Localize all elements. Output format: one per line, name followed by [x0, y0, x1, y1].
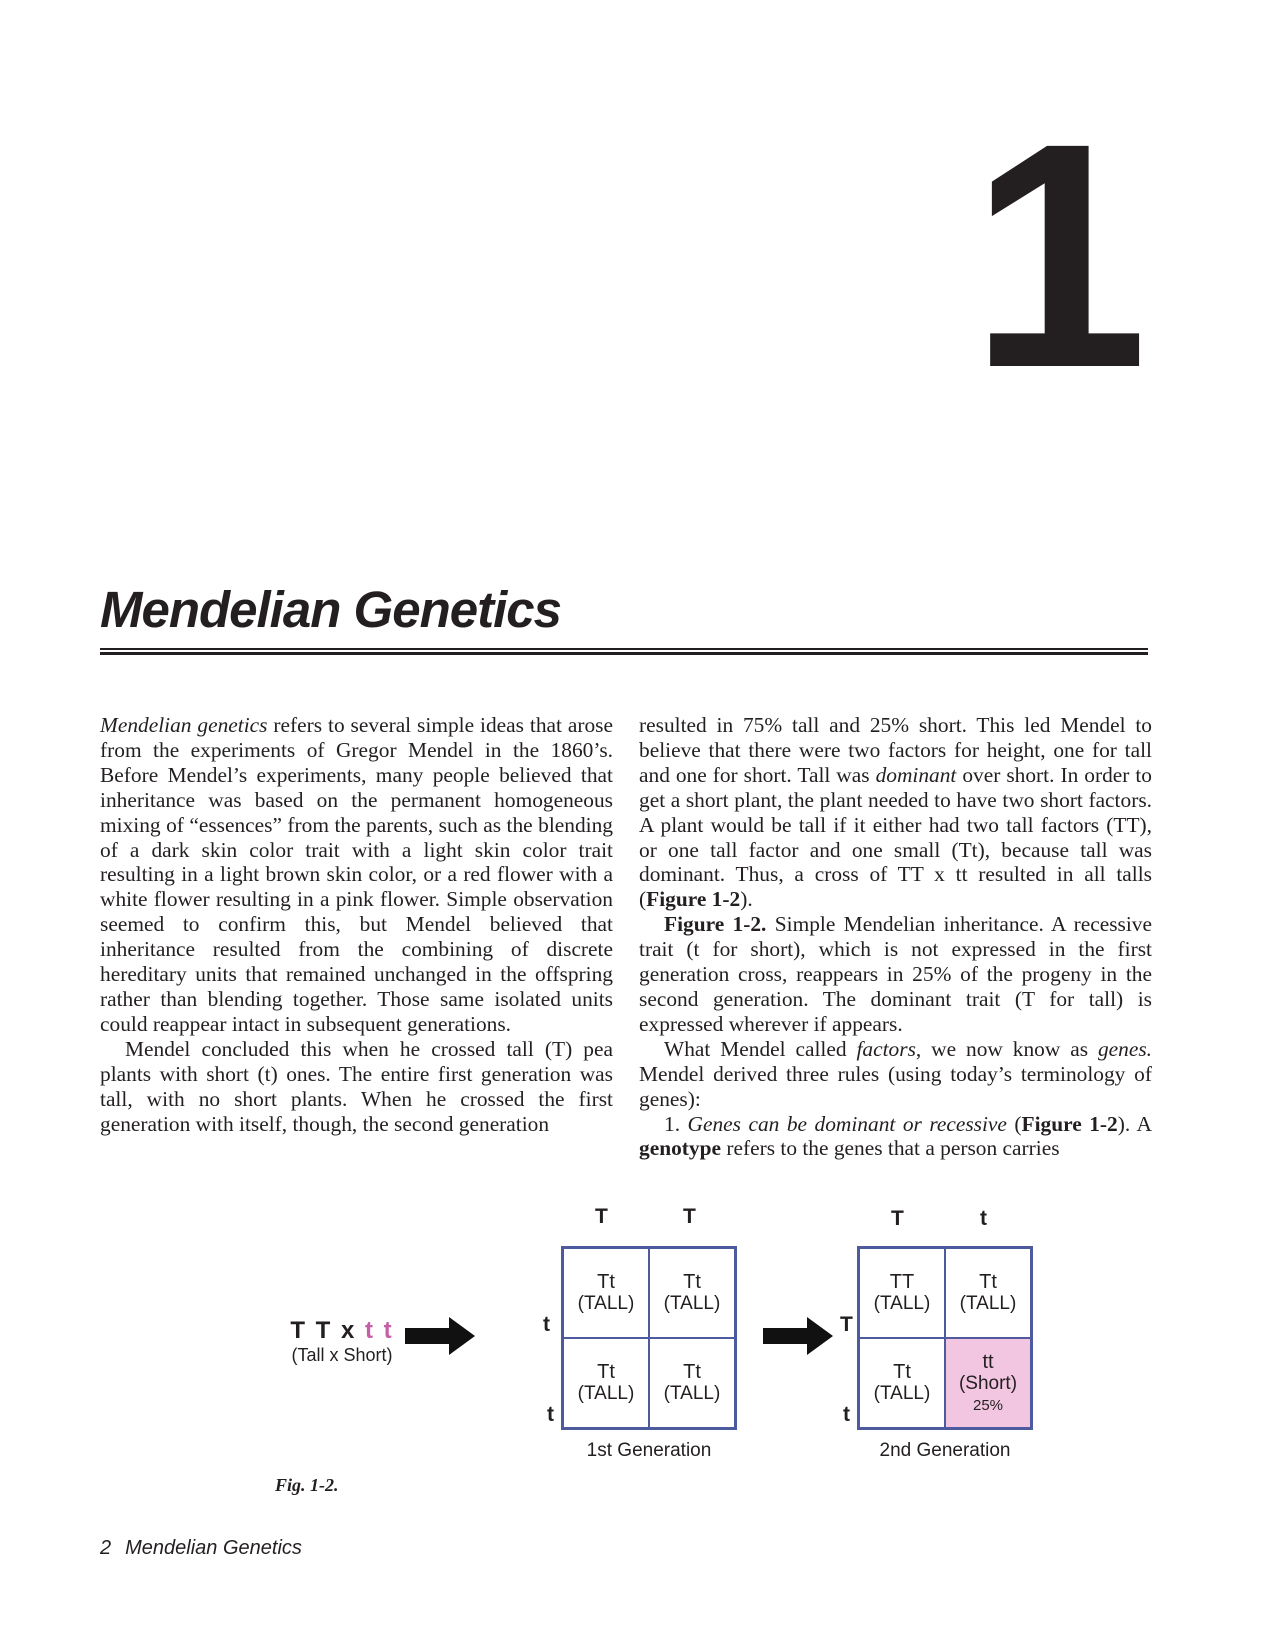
title-rule — [100, 648, 1148, 655]
paragraph-text: refers to the genes that a person carries — [721, 1136, 1060, 1161]
punnett-cell-short — [945, 1338, 1031, 1428]
paragraph — [639, 1112, 1152, 1162]
recessive-genotype: t t — [365, 1317, 394, 1344]
punnett-figure — [270, 1205, 1030, 1495]
term-italic: dominant — [875, 762, 957, 787]
punnett-cell — [649, 1338, 735, 1428]
term-italic: genes. — [1097, 1036, 1152, 1061]
cell-phenotype: (TALL) — [577, 1293, 635, 1314]
paragraph — [639, 713, 1152, 912]
row-allele: T — [840, 1313, 853, 1336]
figure-reference: Figure 1-2 — [1021, 1111, 1118, 1136]
paragraph-text: , we now know as — [915, 1036, 1098, 1061]
col-allele: T — [595, 1205, 608, 1228]
row-allele: t — [843, 1403, 850, 1426]
cross-symbol: x — [332, 1317, 366, 1344]
arrow-right-icon — [763, 1317, 833, 1355]
arrow-right-icon — [405, 1317, 475, 1355]
punnett-cell — [945, 1248, 1031, 1338]
punnett-cell — [563, 1248, 649, 1338]
page-footer — [100, 1537, 302, 1560]
cell-genotype: Tt — [597, 1271, 615, 1293]
chapter-number: 1 — [970, 76, 1138, 434]
paragraph-text: What Mendel called — [664, 1036, 857, 1061]
cell-genotype: Tt — [683, 1271, 701, 1293]
term-italic: Genes can be dominant or recessive — [687, 1111, 1007, 1136]
left-column — [100, 713, 613, 1136]
paragraph — [100, 713, 613, 1037]
col-allele: t — [980, 1207, 987, 1230]
punnett-cell — [859, 1248, 945, 1338]
col-allele: T — [683, 1205, 696, 1228]
paragraph-text: Mendel derived three rules (using today’s terminology of genes): — [639, 1061, 1152, 1111]
term-italic: factors — [856, 1036, 916, 1061]
paragraph: Mendel concluded this when he crossed tall (T) pea plants with short (t) ones. The entire first generation was tall, with no short plants. When he crossed the first generation with itself, though, the second generation — [100, 1036, 613, 1136]
cell-phenotype: (Short) — [958, 1373, 1018, 1394]
cross-subtitle: (Tall x Short) — [291, 1345, 393, 1365]
figure-caption: Fig. 1-2. — [275, 1475, 339, 1495]
cell-genotype: Tt — [893, 1361, 911, 1383]
paragraph-text: refers to several simple ideas that arose from the experiments of Gregor Mendel in the 1860’s. Before Mendel’s experiments, many people believed that inheritance was based on the permanent homogeneous mixing of “essences” from the parents, such as the blending of a dark skin color trait with a light skin color trait resulting in a light brown skin color, or a red flower with a white flower resulting in a pink flower. Simple observation seemed to confirm this, but Mendel believed that inheritance resulted from the combining of discrete hereditary units that remained unchanged in the offspring rather than blending together. Those same isolated units could reappear intact in subsequent generations. — [100, 713, 613, 1036]
rule-number: 1. — [664, 1111, 688, 1136]
cell-percent: 25% — [972, 1397, 1004, 1414]
paragraph — [639, 1037, 1152, 1112]
running-title: Mendelian Genetics — [125, 1537, 302, 1559]
page-number: 2 — [100, 1537, 112, 1559]
cell-genotype: Tt — [979, 1271, 997, 1293]
chapter-title: Mendelian Genetics — [100, 581, 561, 638]
paragraph-text: over short. In order to get a short plant, the plant needed to have two short factors. A plant would be tall if it either had two tall factors (TT), or one tall factor and one small (Tt), because tall was dominant. Thus, a cross of TT x tt resulted in all talls ( — [639, 762, 1152, 912]
punnett-cell — [563, 1338, 649, 1428]
col-allele: T — [891, 1207, 904, 1230]
paragraph-text: ). A — [1117, 1111, 1152, 1136]
figure-legend — [639, 912, 1152, 1037]
cell-phenotype: (TALL) — [663, 1383, 721, 1404]
row-allele: t — [547, 1403, 554, 1426]
punnett-cell — [859, 1338, 945, 1428]
cell-phenotype: (TALL) — [873, 1293, 931, 1314]
cell-genotype: Tt — [683, 1361, 701, 1383]
cell-genotype: Tt — [597, 1361, 615, 1383]
term-italic: Mendelian genetics — [100, 713, 268, 737]
cell-genotype: tt — [982, 1351, 994, 1373]
term-bold: genotype — [639, 1136, 721, 1161]
punnett-square-first-generation — [561, 1246, 737, 1430]
cell-phenotype: (TALL) — [959, 1293, 1017, 1314]
paragraph-text: ( — [1006, 1111, 1022, 1136]
cell-phenotype: (TALL) — [577, 1383, 635, 1404]
punnett-cell — [649, 1248, 735, 1338]
row-allele: t — [543, 1313, 550, 1336]
paragraph-text: ). — [740, 887, 753, 912]
cell-genotype: TT — [889, 1271, 915, 1293]
figure-legend-label: Figure 1-2. — [664, 912, 767, 937]
figure-legend-text: Simple Mendelian inheritance. A recessive trait (t for short), which is not expressed in the first generation cross, reappears in 25% of the progeny in the second generation. The dominant trait (T for tall) is expressed wherever if appears. — [639, 912, 1152, 1036]
cross-genotypes — [282, 1317, 402, 1345]
dominant-genotype: T T — [290, 1317, 333, 1344]
right-column — [639, 713, 1152, 1161]
second-generation-label: 2nd Generation — [879, 1440, 1011, 1461]
figure-reference: Figure 1-2 — [646, 887, 741, 912]
cell-phenotype: (TALL) — [663, 1293, 721, 1314]
punnett-square-second-generation — [857, 1246, 1033, 1430]
cell-phenotype: (TALL) — [873, 1383, 931, 1404]
parental-cross — [282, 1317, 402, 1366]
first-generation-label: 1st Generation — [586, 1440, 712, 1461]
paragraph-text: resulted in 75% tall and 25% short. This led Mendel to believe that there were two factors for height, one for tall and one for short. Tall was — [639, 713, 1152, 787]
